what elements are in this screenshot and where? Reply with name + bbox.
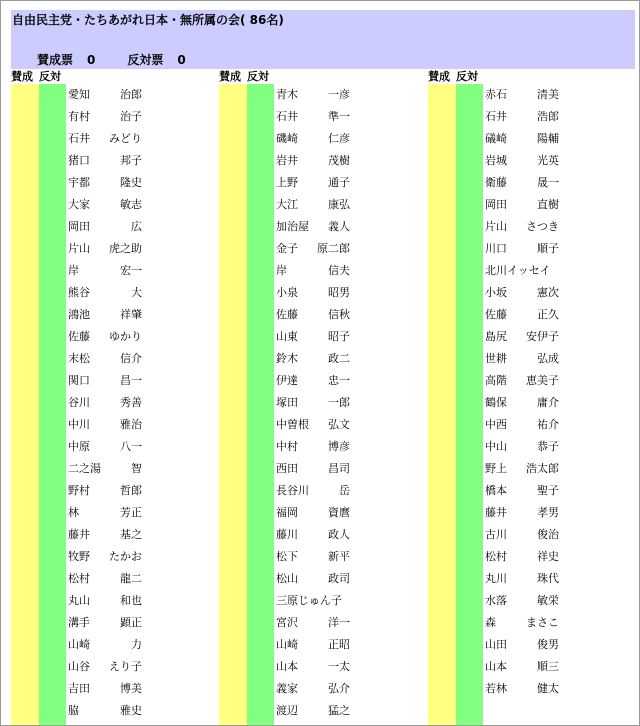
member-name — [485, 612, 559, 634]
member-given-name: 和也 — [120, 594, 142, 607]
member-family-name: 岡田 — [485, 198, 507, 211]
member-family-name: 山田 — [485, 638, 507, 651]
member-given-name: 準一 — [328, 110, 350, 123]
member-given-name: 浩太郎 — [526, 462, 559, 475]
member-family-name: 中西 — [485, 418, 507, 431]
member-family-name: 末松 — [68, 352, 90, 365]
party-header — [11, 10, 635, 69]
member-given-name: 弘成 — [537, 352, 559, 365]
member-given-name: 新平 — [328, 550, 350, 563]
member-family-name: 若林 — [485, 682, 507, 695]
member-name — [276, 348, 350, 370]
member-name — [68, 260, 142, 282]
member-given-name: 邦子 — [120, 154, 142, 167]
member-name — [485, 480, 559, 502]
member-name — [276, 546, 350, 568]
member-name — [485, 216, 559, 238]
member-family-name: 松山 — [276, 572, 298, 585]
no-vote-column — [456, 84, 483, 725]
member-name — [68, 634, 142, 656]
member-given-name: 治子 — [120, 110, 142, 123]
member-list — [485, 84, 559, 700]
member-family-name: 谷川 — [68, 396, 90, 409]
member-family-name: 三原じゅん子 — [276, 594, 342, 607]
member-family-name: 溝手 — [68, 616, 90, 629]
member-given-name: 博美 — [120, 682, 142, 695]
no-column-label: 反対 — [39, 70, 61, 83]
member-name — [276, 700, 350, 722]
member-family-name: 熊谷 — [68, 286, 90, 299]
member-given-name: 敏志 — [120, 198, 142, 211]
member-name — [276, 128, 350, 150]
member-family-name: 福岡 — [276, 506, 298, 519]
member-name — [485, 546, 559, 568]
member-name — [276, 150, 350, 172]
member-given-name: 政人 — [328, 528, 350, 541]
member-given-name: 昌一 — [120, 374, 142, 387]
member-name — [68, 568, 142, 590]
member-name — [485, 656, 559, 678]
member-family-name: 上野 — [276, 176, 298, 189]
member-family-name: 渡辺 — [276, 704, 298, 717]
no-votes-label: 反対票 — [127, 53, 164, 67]
member-family-name: 衛藤 — [485, 176, 507, 189]
member-name — [485, 150, 559, 172]
member-name — [68, 458, 142, 480]
member-family-name: 長谷川 — [276, 484, 309, 497]
member-name — [68, 414, 142, 436]
member-family-name: 丸山 — [68, 594, 90, 607]
member-name — [68, 678, 142, 700]
member-name — [68, 612, 142, 634]
vote-tally — [37, 51, 186, 68]
member-name — [276, 106, 350, 128]
member-name — [276, 194, 350, 216]
member-name — [276, 238, 350, 260]
member-name — [276, 304, 350, 326]
member-given-name: まさこ — [526, 616, 559, 629]
member-name — [485, 634, 559, 656]
member-given-name: 祐介 — [537, 418, 559, 431]
member-name — [276, 216, 350, 238]
no-vote-column — [39, 84, 66, 725]
member-family-name: 松下 — [276, 550, 298, 563]
member-family-name: 野村 — [68, 484, 90, 497]
member-name — [485, 238, 559, 260]
member-given-name: 茂樹 — [328, 154, 350, 167]
member-name — [68, 326, 142, 348]
member-name — [68, 238, 142, 260]
member-given-name: 俊治 — [537, 528, 559, 541]
column-header — [428, 70, 484, 84]
member-list — [276, 84, 350, 722]
member-name — [68, 502, 142, 524]
member-family-name: 山崎 — [276, 638, 298, 651]
member-name — [68, 590, 142, 612]
member-family-name: 岡田 — [68, 220, 90, 233]
member-name — [485, 678, 559, 700]
member-family-name: 山谷 — [68, 660, 90, 673]
member-name — [276, 656, 350, 678]
member-family-name: 古川 — [485, 528, 507, 541]
member-given-name: 宏一 — [120, 264, 142, 277]
member-name — [485, 568, 559, 590]
member-given-name: 洋一 — [328, 616, 350, 629]
member-given-name: 順子 — [537, 242, 559, 255]
member-given-name: 昌司 — [328, 462, 350, 475]
member-family-name: 鈴木 — [276, 352, 298, 365]
member-family-name: 猪口 — [68, 154, 90, 167]
member-family-name: 伊達 — [276, 374, 298, 387]
member-name — [485, 172, 559, 194]
member-given-name: 正昭 — [328, 638, 350, 651]
member-family-name: 松村 — [485, 550, 507, 563]
member-given-name: 康弘 — [328, 198, 350, 211]
member-given-name: 弘介 — [328, 682, 350, 695]
member-given-name: 庸介 — [537, 396, 559, 409]
yes-vote-column — [11, 84, 39, 725]
member-family-name: 宮沢 — [276, 616, 298, 629]
member-family-name: 愛知 — [68, 88, 90, 101]
member-family-name: 義家 — [276, 682, 298, 695]
member-given-name: 昭男 — [328, 286, 350, 299]
no-votes-count: 0 — [177, 53, 186, 67]
member-given-name: 猛之 — [328, 704, 350, 717]
member-name — [68, 106, 142, 128]
member-name — [68, 348, 142, 370]
member-given-name: 八一 — [120, 440, 142, 453]
member-name — [485, 392, 559, 414]
member-given-name: 原二郎 — [317, 242, 350, 255]
member-given-name: たかお — [109, 550, 142, 563]
member-name — [68, 150, 142, 172]
member-name — [276, 84, 350, 106]
member-family-name: 鶴保 — [485, 396, 507, 409]
member-family-name: 石井 — [68, 132, 90, 145]
member-family-name: 島尻 — [485, 330, 507, 343]
member-given-name: 祥史 — [537, 550, 559, 563]
member-name — [68, 480, 142, 502]
member-family-name: 小泉 — [276, 286, 298, 299]
member-family-name: 山東 — [276, 330, 298, 343]
member-name — [276, 524, 350, 546]
yes-vote-column — [219, 84, 247, 725]
member-family-name: 片山 — [485, 220, 507, 233]
member-family-name: 二之湯 — [68, 462, 101, 475]
member-family-name: 石井 — [276, 110, 298, 123]
member-given-name: 治郎 — [120, 88, 142, 101]
member-name — [68, 194, 142, 216]
member-name — [68, 282, 142, 304]
member-given-name: 龍二 — [120, 572, 142, 585]
member-given-name: 顕正 — [120, 616, 142, 629]
member-name — [485, 436, 559, 458]
member-family-name: 有村 — [68, 110, 90, 123]
member-family-name: 中川 — [68, 418, 90, 431]
member-family-name: 水落 — [485, 594, 507, 607]
member-given-name: 隆史 — [120, 176, 142, 189]
member-family-name: 吉田 — [68, 682, 90, 695]
member-name — [276, 414, 350, 436]
member-name — [68, 84, 142, 106]
member-name — [68, 304, 142, 326]
member-given-name: 孝男 — [537, 506, 559, 519]
member-family-name: 磯崎 — [276, 132, 298, 145]
member-given-name: 聖子 — [537, 484, 559, 497]
member-name — [276, 260, 350, 282]
member-given-name: 浩郎 — [537, 110, 559, 123]
member-family-name: 藤井 — [68, 528, 90, 541]
member-given-name: 雅治 — [120, 418, 142, 431]
member-family-name: 北川イッセイ — [485, 264, 551, 277]
member-given-name: 雅史 — [120, 704, 142, 717]
member-family-name: 赤石 — [485, 88, 507, 101]
member-given-name: 智 — [131, 462, 142, 475]
member-name — [68, 524, 142, 546]
member-name — [485, 282, 559, 304]
member-given-name: 珠代 — [537, 572, 559, 585]
member-name — [68, 172, 142, 194]
member-family-name: 青木 — [276, 88, 298, 101]
member-family-name: 山本 — [276, 660, 298, 673]
member-family-name: 石井 — [485, 110, 507, 123]
member-given-name: 一郎 — [328, 396, 350, 409]
member-given-name: 安伊子 — [526, 330, 559, 343]
member-given-name: 陽輔 — [537, 132, 559, 145]
member-family-name: 中村 — [276, 440, 298, 453]
member-family-name: 佐藤 — [68, 330, 90, 343]
member-name — [276, 590, 350, 612]
member-name — [485, 502, 559, 524]
member-given-name: 秀善 — [120, 396, 142, 409]
member-given-name: 一太 — [328, 660, 350, 673]
member-given-name: 政二 — [328, 352, 350, 365]
yes-votes-label: 賛成票 — [37, 53, 74, 67]
member-family-name: 藤川 — [276, 528, 298, 541]
member-family-name: 橋本 — [485, 484, 507, 497]
member-name — [68, 700, 142, 722]
member-given-name: 俊男 — [537, 638, 559, 651]
member-given-name: 通子 — [328, 176, 350, 189]
member-given-name: 政司 — [328, 572, 350, 585]
member-family-name: 牧野 — [68, 550, 90, 563]
member-name — [276, 480, 350, 502]
member-family-name: 山崎 — [68, 638, 90, 651]
member-family-name: 山本 — [485, 660, 507, 673]
member-name — [485, 326, 559, 348]
member-family-name: 加治屋 — [276, 220, 309, 233]
member-family-name: 鴻池 — [68, 308, 90, 321]
member-family-name: 脇 — [68, 704, 79, 717]
member-family-name: 川口 — [485, 242, 507, 255]
member-name — [485, 106, 559, 128]
member-given-name: 順三 — [537, 660, 559, 673]
member-family-name: 大家 — [68, 198, 90, 211]
member-name — [276, 436, 350, 458]
member-given-name: 義人 — [328, 220, 350, 233]
member-family-name: 小坂 — [485, 286, 507, 299]
member-family-name: 関口 — [68, 374, 90, 387]
member-name — [276, 502, 350, 524]
member-family-name: 林 — [68, 506, 79, 519]
member-name — [485, 348, 559, 370]
no-column-label: 反対 — [456, 70, 478, 83]
member-name — [68, 392, 142, 414]
member-family-name: 岸 — [276, 264, 287, 277]
member-name — [485, 524, 559, 546]
member-name — [68, 370, 142, 392]
member-name — [485, 414, 559, 436]
member-name — [485, 458, 559, 480]
yes-column-label: 賛成 — [428, 70, 450, 83]
member-name — [276, 568, 350, 590]
member-family-name: 高階 — [485, 374, 507, 387]
member-family-name: 松村 — [68, 572, 90, 585]
column-header — [219, 70, 275, 84]
member-given-name: 光英 — [537, 154, 559, 167]
member-name — [485, 128, 559, 150]
member-given-name: 岳 — [339, 484, 350, 497]
member-given-name: 清美 — [537, 88, 559, 101]
member-name — [68, 546, 142, 568]
member-family-name: 岩井 — [276, 154, 298, 167]
member-name — [276, 612, 350, 634]
member-name — [68, 128, 142, 150]
member-given-name: 信夫 — [328, 264, 350, 277]
member-name — [276, 172, 350, 194]
yes-votes-count: 0 — [87, 53, 96, 67]
no-column-label: 反対 — [247, 70, 269, 83]
member-family-name: 岸 — [68, 264, 79, 277]
member-name — [485, 370, 559, 392]
member-family-name: 中原 — [68, 440, 90, 453]
member-given-name: 正久 — [537, 308, 559, 321]
member-name — [485, 194, 559, 216]
member-given-name: 恭子 — [537, 440, 559, 453]
member-given-name: 晟一 — [537, 176, 559, 189]
member-family-name: 佐藤 — [276, 308, 298, 321]
member-name — [276, 678, 350, 700]
member-name — [485, 304, 559, 326]
member-family-name: 世耕 — [485, 352, 507, 365]
member-given-name: 資麿 — [328, 506, 350, 519]
member-family-name: 中曽根 — [276, 418, 309, 431]
member-family-name: 岩城 — [485, 154, 507, 167]
member-name — [276, 634, 350, 656]
member-family-name: 佐藤 — [485, 308, 507, 321]
member-given-name: 信介 — [120, 352, 142, 365]
member-name — [276, 282, 350, 304]
member-name — [68, 656, 142, 678]
member-name — [68, 216, 142, 238]
member-family-name: 藤井 — [485, 506, 507, 519]
yes-column-label: 賛成 — [11, 70, 33, 83]
member-name — [485, 590, 559, 612]
member-given-name: 哲郎 — [120, 484, 142, 497]
member-given-name: 仁彦 — [328, 132, 350, 145]
member-family-name: 西田 — [276, 462, 298, 475]
member-name — [485, 260, 559, 282]
yes-column-label: 賛成 — [219, 70, 241, 83]
member-given-name: 信秋 — [328, 308, 350, 321]
member-family-name: 塚田 — [276, 396, 298, 409]
member-family-name: 森 — [485, 616, 496, 629]
member-given-name: 力 — [131, 638, 142, 651]
member-family-name: 大江 — [276, 198, 298, 211]
member-family-name: 宇都 — [68, 176, 90, 189]
member-given-name: えり子 — [109, 660, 142, 673]
no-vote-column — [247, 84, 274, 725]
member-given-name: 博彦 — [328, 440, 350, 453]
member-family-name: 金子 — [276, 242, 298, 255]
member-given-name: みどり — [109, 132, 142, 145]
member-given-name: 昭子 — [328, 330, 350, 343]
member-given-name: 健太 — [537, 682, 559, 695]
party-title: 自由民主党・たちあがれ日本・無所属の会( 86名) — [12, 13, 284, 27]
member-given-name: 直樹 — [537, 198, 559, 211]
member-given-name: 芳正 — [120, 506, 142, 519]
member-given-name: 一彦 — [328, 88, 350, 101]
member-name — [485, 84, 559, 106]
member-given-name: 弘文 — [328, 418, 350, 431]
column-header — [11, 70, 67, 84]
member-name — [276, 458, 350, 480]
member-given-name: 敏栄 — [537, 594, 559, 607]
member-given-name: 基之 — [120, 528, 142, 541]
member-name — [276, 392, 350, 414]
member-given-name: さつき — [526, 220, 559, 233]
member-given-name: 広 — [131, 220, 142, 233]
member-family-name: 片山 — [68, 242, 90, 255]
member-name — [276, 370, 350, 392]
member-name — [276, 326, 350, 348]
member-given-name: 憲次 — [537, 286, 559, 299]
member-given-name: ゆかり — [109, 330, 142, 343]
member-list — [68, 84, 142, 722]
member-given-name: 虎之助 — [109, 242, 142, 255]
member-given-name: 忠一 — [328, 374, 350, 387]
member-given-name: 大 — [131, 286, 142, 299]
member-given-name: 祥肇 — [120, 308, 142, 321]
member-family-name: 礒崎 — [485, 132, 507, 145]
member-family-name: 中山 — [485, 440, 507, 453]
member-family-name: 野上 — [485, 462, 507, 475]
yes-vote-column — [428, 84, 456, 725]
member-family-name: 丸川 — [485, 572, 507, 585]
member-given-name: 恵美子 — [526, 374, 559, 387]
member-name — [68, 436, 142, 458]
